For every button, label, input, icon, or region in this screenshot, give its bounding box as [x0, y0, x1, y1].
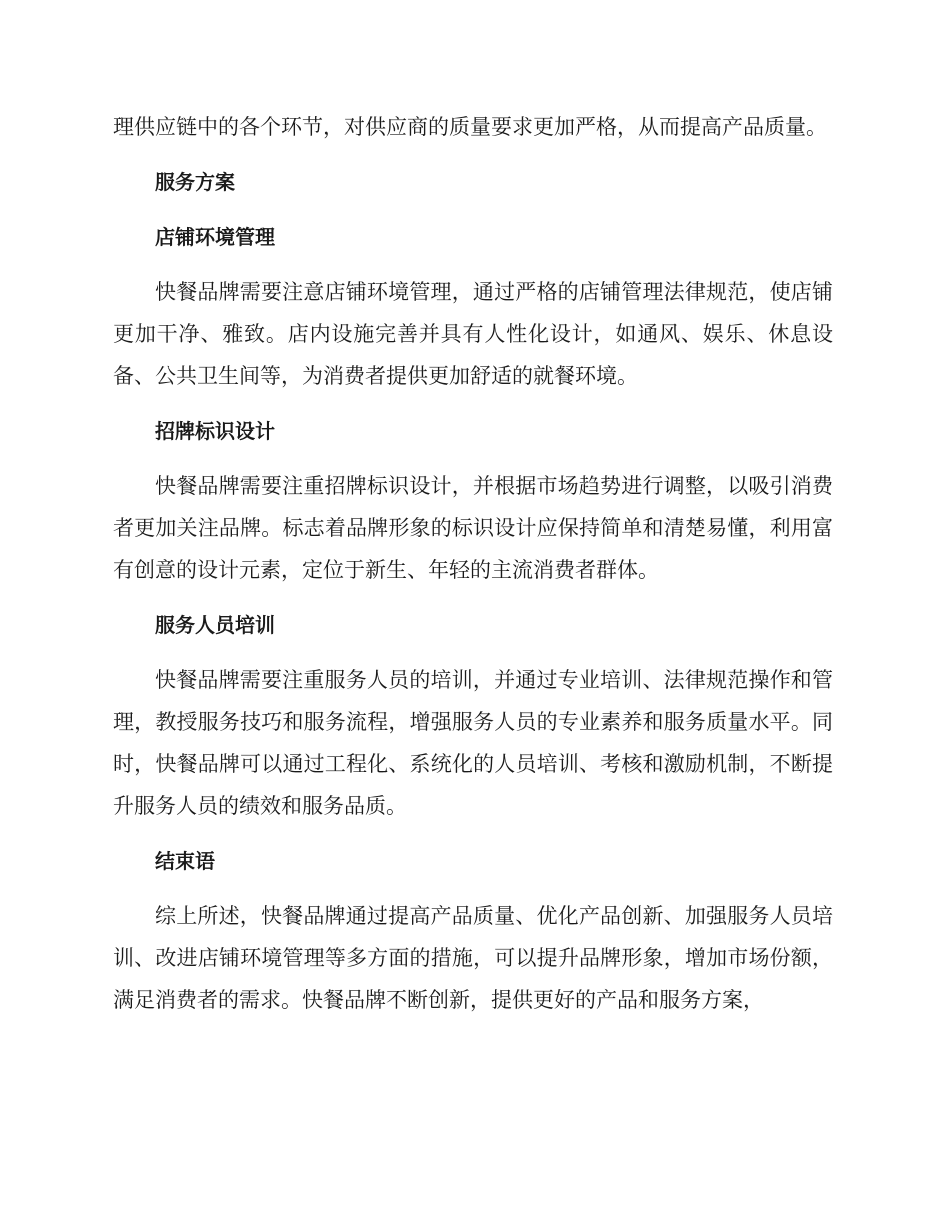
spacer — [113, 646, 833, 659]
spacer — [113, 203, 833, 216]
conclusion-paragraph: 综上所述，快餐品牌通过提高产品质量、优化产品创新、加强服务人员培训、改进店铺环境管理等多方面的措施，可以提升品牌形象，增加市场份额，满足消费者的需求。快餐品牌不断创新，提供更好的产品和服务方案， — [113, 904, 833, 1012]
subsection-heading-signage-design: 招牌标识设计 — [155, 419, 275, 443]
spacer — [113, 591, 833, 604]
document-page — [113, 106, 833, 1021]
subsection-heading-staff-training: 服务人员培训 — [155, 613, 275, 637]
spacer — [113, 452, 833, 465]
subsection-paragraph-staff-training: 快餐品牌需要注重服务人员的培训，并通过专业培训、法律规范操作和管理，教授服务技巧和服务流程，增强服务人员的专业素养和服务质量水平。同时，快餐品牌可以通过工程化、系统化的人员培训、考核和激励机制，不断提升服务人员的绩效和服务品质。 — [113, 668, 833, 818]
section-title: 服务方案 — [155, 170, 235, 194]
intro-paragraph: 理供应链中的各个环节，对供应商的质量要求更加严格，从而提高产品质量。 — [113, 115, 827, 139]
subsection-paragraph-store-environment: 快餐品牌需要注意店铺环境管理，通过严格的店铺管理法律规范，使店铺更加干净、雅致。店内设施完善并具有人性化设计，如通风、娱乐、休息设备、公共卫生间等，为消费者提供更加舒适的就餐环境。 — [113, 280, 833, 388]
conclusion-heading: 结束语 — [155, 849, 215, 873]
subsection-paragraph-signage-design: 快餐品牌需要注重招牌标识设计，并根据市场趋势进行调整，以吸引消费者更加关注品牌。标志着品牌形象的标识设计应保持简单和清楚易懂，利用富有创意的设计元素，定位于新生、年轻的主流消费者群体。 — [113, 474, 833, 582]
spacer — [113, 258, 833, 271]
spacer — [113, 882, 833, 895]
subsection-heading-store-environment: 店铺环境管理 — [155, 225, 275, 249]
spacer — [113, 148, 833, 161]
spacer — [113, 827, 833, 840]
spacer — [113, 397, 833, 410]
